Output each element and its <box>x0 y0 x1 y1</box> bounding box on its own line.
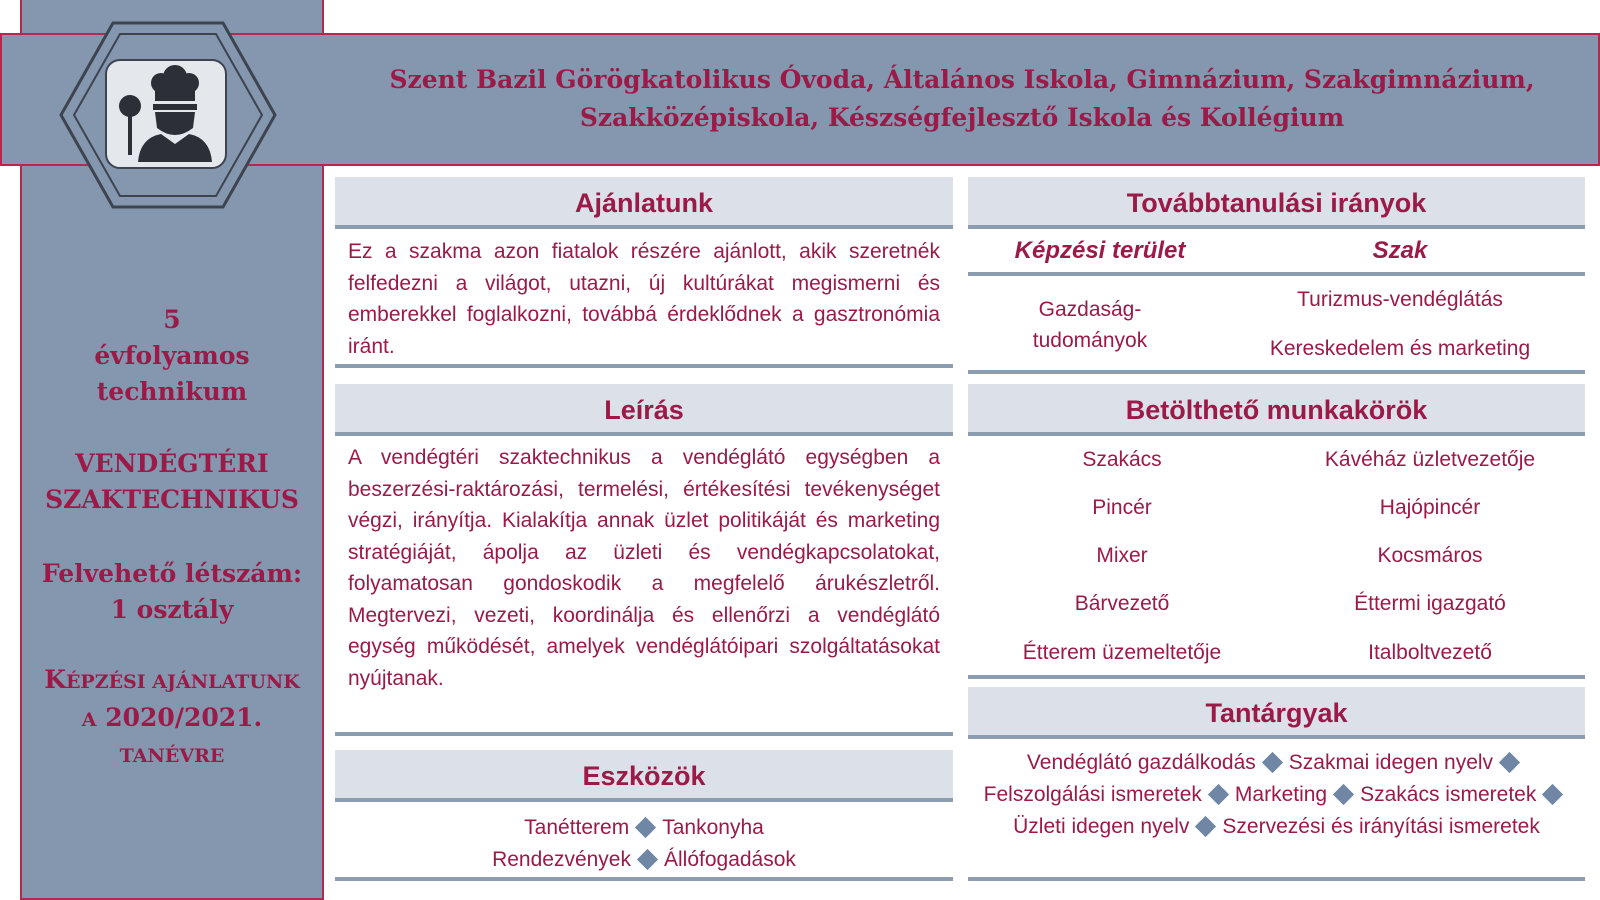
training-area <box>980 294 1200 356</box>
job-item: Szakács <box>1082 448 1162 471</box>
subjects-list <box>975 747 1578 843</box>
school-name-line1: Szent Bazil Görögkatolikus Óvoda, Általános Iskola, Gimnázium, Szakgimnázium, <box>389 65 1535 94</box>
offer-line2-year: 2020/2021. <box>105 703 263 732</box>
tool-item: Tanétterem <box>524 816 630 839</box>
major-item: Turizmus-vendéglátás <box>1297 288 1503 311</box>
divider <box>335 732 953 736</box>
tool-item: Rendezvények <box>492 848 631 871</box>
subjects-heading: Tantárgyak <box>968 687 1585 739</box>
diamond-bullet-icon <box>1333 784 1354 805</box>
program-length-line2: évfolyamos <box>94 341 250 370</box>
recommendation-text: Ez a szakma azon fiatalok részére ajánlott, akik szeretnék felfedezni a világot, utazni, új kultúrákat megismerni és emberekkel foglalkozni, továbbá érdeklődnek a gasztronómia iránt. <box>348 240 940 358</box>
job-item: Kocsmáros <box>1377 544 1483 567</box>
divider <box>968 877 1585 881</box>
job-item: Hajópincér <box>1379 496 1481 519</box>
training-area-header: Képzési terület <box>1014 237 1186 264</box>
diamond-bullet-icon <box>1542 784 1563 805</box>
tools-heading: Eszközök <box>335 750 953 802</box>
school-name-line2: Szakközépiskola, Készségfejlesztő Iskola és Kollégium <box>579 103 1345 132</box>
further-studies-heading: Továbbtanulási irányok <box>968 177 1585 229</box>
subject-item: Szakmai idegen nyelv <box>1288 751 1494 774</box>
chef-icon <box>58 20 278 210</box>
job-item: Étterem üzemeltetője <box>1022 641 1222 664</box>
profession-line2: SZAKTECHNIKUS <box>45 485 299 514</box>
training-area-line2: tudományok <box>1032 329 1148 352</box>
training-area-line1: Gazdaság- <box>1038 298 1142 321</box>
capacity <box>20 556 324 628</box>
subject-item: Felszolgálási ismeretek <box>983 783 1202 806</box>
program-length <box>20 302 324 410</box>
job-item: Mixer <box>1096 544 1148 567</box>
diamond-bullet-icon <box>1499 752 1520 773</box>
divider <box>968 675 1585 679</box>
diamond-bullet-icon <box>1208 784 1229 805</box>
recommendation-heading: Ajánlatunk <box>335 177 953 229</box>
program-length-line1: 5 <box>163 305 181 334</box>
subject-item: Üzleti idegen nyelv <box>1013 815 1190 838</box>
divider <box>335 877 953 881</box>
capacity-value: 1 osztály <box>110 595 234 624</box>
job-item: Bárvezető <box>1074 592 1170 615</box>
offer-line3: TANÉVRE <box>119 745 225 767</box>
subject-item: Vendéglátó gazdálkodás <box>1026 751 1256 774</box>
offer-year <box>20 662 324 774</box>
subject-item: Szakács ismeretek <box>1360 783 1537 806</box>
capacity-label: Felvehető létszám: <box>41 559 303 588</box>
diamond-bullet-icon <box>1195 816 1216 837</box>
offer-line1-rest: ÉPZÉSI AJÁNLATUNK <box>65 671 300 693</box>
description-text: A vendégtéri szaktechnikus a vendéglátó egységben a beszerzési-raktározási, termelési, értékesítési tevékenységet végzi, irányítja. Kialakítja annak üzlet politikáját és marketing stratégiáját, ápolja az üzleti és vendégkapcsolatokat, folyamatosan gondoskodik a megfelelő árukészletről. Megtervezi, vezeti, koordinálja és ellenőrzi a vendéglátó egység működését, amelyek vendéglátóipari szolgáltatásokat nyújtanak. <box>348 446 940 690</box>
offer-line1-initial: K <box>44 665 66 694</box>
jobs-heading: Betölthető munkakörök <box>968 384 1585 436</box>
divider <box>968 370 1585 374</box>
description-heading: Leírás <box>335 384 953 436</box>
program-length-line3: technikum <box>96 377 248 406</box>
tool-item: Tankonyha <box>662 816 764 839</box>
job-item: Éttermi igazgató <box>1354 592 1506 615</box>
school-name <box>342 61 1582 137</box>
tools-list <box>335 812 953 876</box>
major-header: Szak <box>1372 237 1428 264</box>
profession-line1: VENDÉGTÉRI <box>75 449 269 478</box>
job-item: Italboltvezető <box>1368 641 1492 664</box>
offer-line2-prefix: A <box>81 709 97 731</box>
profession-title <box>20 446 324 518</box>
divider <box>968 272 1585 276</box>
job-item: Kávéház üzletvezetője <box>1324 448 1536 471</box>
diamond-bullet-icon <box>637 849 658 870</box>
tool-item: Állófogadások <box>663 848 796 871</box>
major-item: Kereskedelem és marketing <box>1269 337 1531 360</box>
subject-item: Szervezési és irányítási ismeretek <box>1222 815 1540 838</box>
diamond-bullet-icon <box>635 817 656 838</box>
subject-item: Marketing <box>1234 783 1328 806</box>
divider <box>335 364 953 368</box>
diamond-bullet-icon <box>1262 752 1283 773</box>
job-item: Pincér <box>1092 496 1152 519</box>
